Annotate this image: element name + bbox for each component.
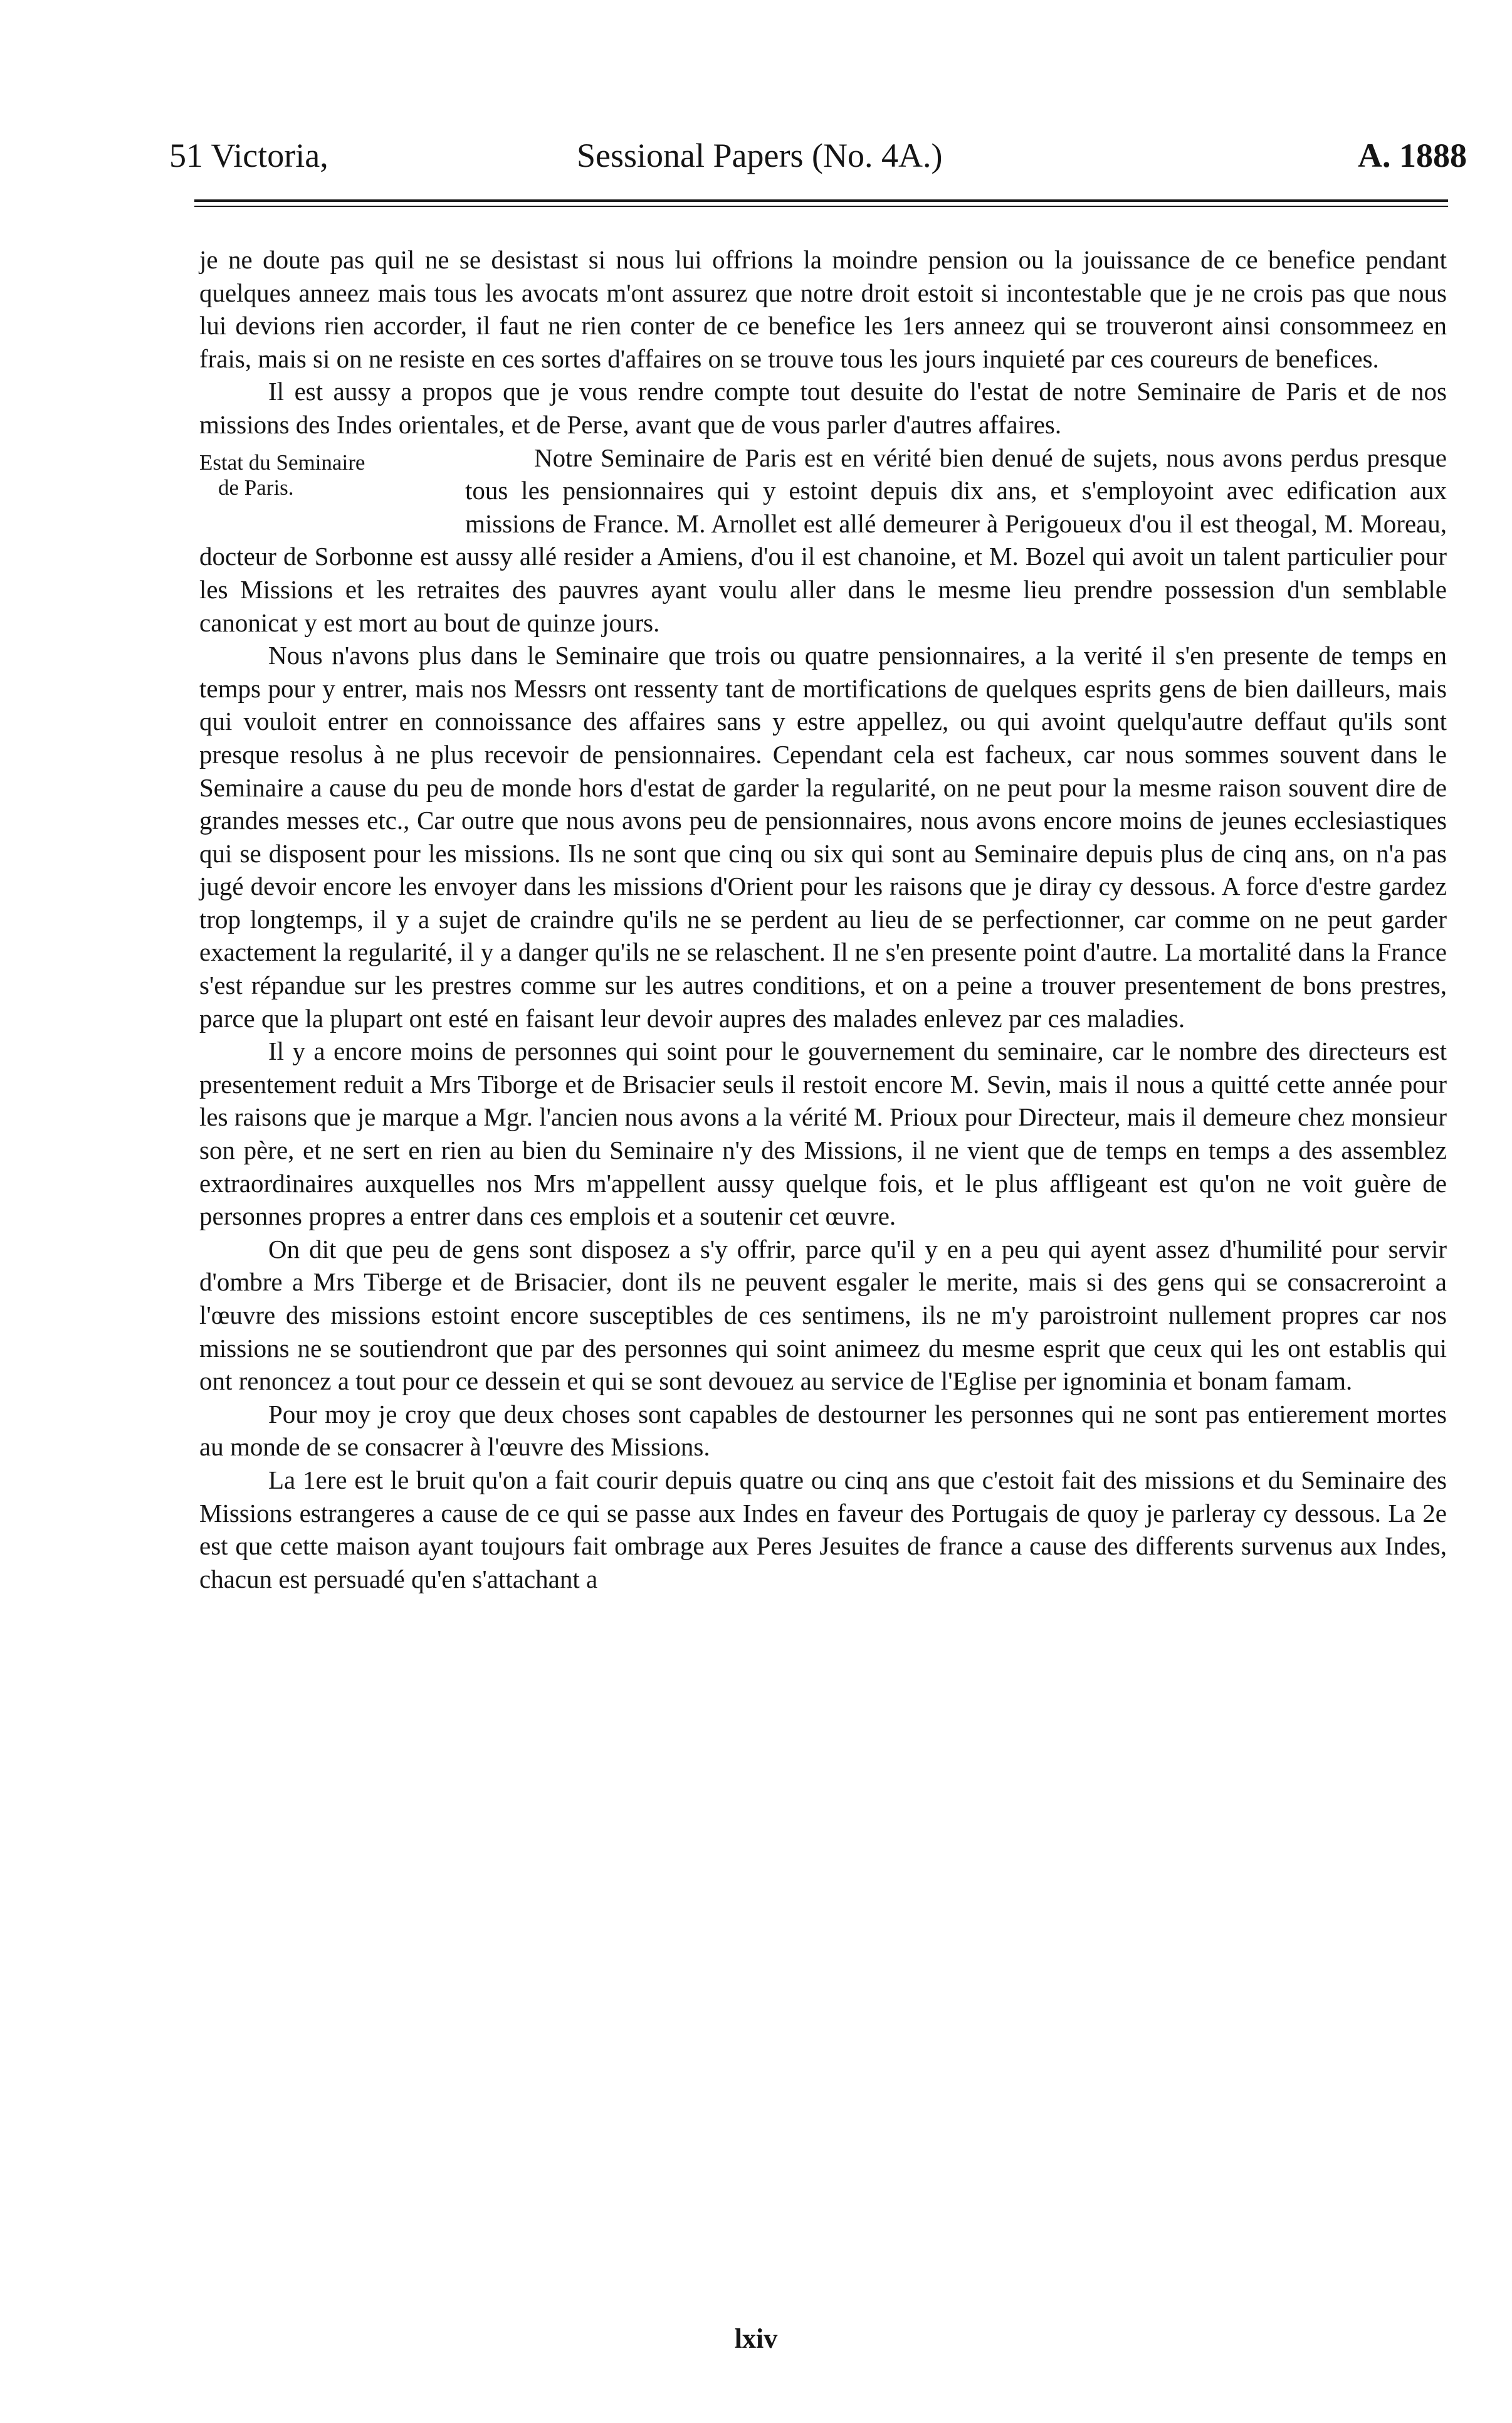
margin-note [199, 450, 450, 538]
paragraph-1: je ne doute pas quil ne se desistast si nous lui offrions la moindre pension ou la jouissance de ce benefice pendant quelques anneez mais tous les avocats m'ont assurez que notre droit estoit si incontestable que je ne crois pas que nous lui devions rien accorder, il faut ne rien conter de ce benefice les 1ers anneez qui se trouveront ainsi consommeez en frais, mais si on ne resiste en ces sortes d'affaires on se trouve tous les jours inquieté par ces coureurs de benefices. [199, 245, 1447, 373]
header-year: A. 1888 [1358, 137, 1467, 174]
margin-note-line-2: de Paris. [218, 475, 294, 500]
header-rule-thin [194, 206, 1448, 207]
header-title: Sessional Papers (No. 4A.) [577, 137, 943, 174]
margin-note-line-1: Estat du Seminaire [199, 450, 365, 475]
running-header [169, 130, 1467, 181]
paragraph-8: La 1ere est le bruit qu'on a fait courir depuis quatre ou cinq ans que c'estoit fait des missions et du Seminaire des Missions estrangeres a cause de ce qui se passe aux Indes en faveur des Portugais de quoy je parleray cy dessous. La 2e est que cette maison ayant toujours fait ombrage aux Peres Jesuites de france a cause des differents survenus aux Indes, chacun est persuadé qu'en s'attachant a [199, 1465, 1447, 1593]
header-rule-thick [194, 199, 1448, 202]
paragraph-3: Notre Seminaire de Paris est en vérité bien denué de sujets, nous avons perdus presque tous les pensionnaires qui y estoint depuis dix ans, et s'employoint avec edification aux missions de France. M. Arnollet est allé demeurer à Perigoueux d'ou il est theogal, M. Moreau, docteur de Sorbonne est aussy allé resider a Amiens, d'ou il est chanoine, et M. Bozel qui avoit un talent particulier pour les Missions et les retraites des pauvres ayant voulu aller dans le mesme lieu prendre possession d'un semblable canonicat y est mort au bout de quinze jours. [199, 443, 1447, 637]
paragraph-7: Pour moy je croy que deux choses sont capables de destourner les personnes qui ne sont pas entierement mortes au monde de se consacrer à l'œuvre des Missions. [199, 1399, 1447, 1462]
paragraph-4: Nous n'avons plus dans le Seminaire que trois ou quatre pensionnaires, a la verité il s'en presente de temps en temps pour y entrer, mais nos Messrs ont ressenty tant de mortifications de quelques esprits gens de bien dailleurs, mais qui vouloit entrer en connoissance des affaires sans y estre appellez, ou qui avoint quelqu'autre deffaut qu'ils sont presque resolus à ne plus recevoir de pensionnaires. Cependant cela est facheux, car nous sommes souvent dans le Seminaire a cause du peu de monde hors d'estat de garder la regularité, on ne peut pour la mesme raison souvent dire de grandes messes etc., Car outre que nous avons peu de pensionnaires, nous avons encore moins de jeunes ecclesiastiques qui se disposent pour les missions. Ils ne sont que cinq ou six qui sont au Seminaire depuis plus de cinq ans, on n'a pas jugé devoir encore les envoyer dans les missions d'Orient pour les raisons que je diray cy dessous. A force d'estre gardez trop longtemps, il y a sujet de craindre qu'ils ne se perdent au lieu de se perfectionner, car comme on ne peut garder exactement la regularité, il y a danger qu'ils ne se relaschent. Il ne s'en presente point d'autre. La mortalité dans la France s'est répandue sur les prestres comme sur les autres conditions, et on a peine a trouver presentement de bons prestres, parce que la plupart ont esté en faisant leur devoir aupres des malades enlevez par ces maladies. [199, 641, 1447, 1033]
page-number: lxiv [734, 2323, 778, 2354]
body-text [199, 243, 1447, 1595]
paragraph-6: On dit que peu de gens sont disposez a s'y offrir, parce qu'il y en a peu qui ayent assez d'humilité pour servir d'ombre a Mrs Tiberge et de Brisacier, dont ils ne peuvent esgaler le merite, mais si des gens qui se consacreroint a l'œuvre des missions estoint encore susceptibles de ces sentimens, ils ne m'y paroistroint nullement propres car nos missions ne se soutiendront que par des personnes qui soint animeez du mesme esprit que ceux qui les ont establis qui ont renoncez a tout pour ce dessein et qui se sont devouez au service de l'Eglise per ignominia et bonam famam. [199, 1234, 1447, 1396]
paragraph-5: Il y a encore moins de personnes qui soint pour le gouvernement du seminaire, car le nombre des directeurs est presentement reduit a Mrs Tiborge et de Brisacier seuls il restoit encore M. Sevin, mais il nous a quitté cette année pour les raisons que je marque a Mgr. l'ancien nous avons a la vérité M. Prioux pour Directeur, mais il demeure chez monsieur son père, et ne sert en rien au bien du Seminaire n'y des Missions, il ne vient que de temps en temps a des assemblez extraordinaires auxquelles nos Mrs m'appellent aussy quelque fois, et le plus affligeant est qu'on ne voit guère de personnes propres a entrer dans ces emplois et a soutenir cet œuvre. [199, 1037, 1447, 1231]
paragraph-2: Il est aussy a propos que je vous rendre compte tout desuite do l'estat de notre Seminaire de Paris et de nos missions des Indes orientales, et de Perse, avant que de vous parler d'autres affaires. [199, 377, 1447, 439]
header-volume: 51 Victoria, [169, 137, 328, 174]
